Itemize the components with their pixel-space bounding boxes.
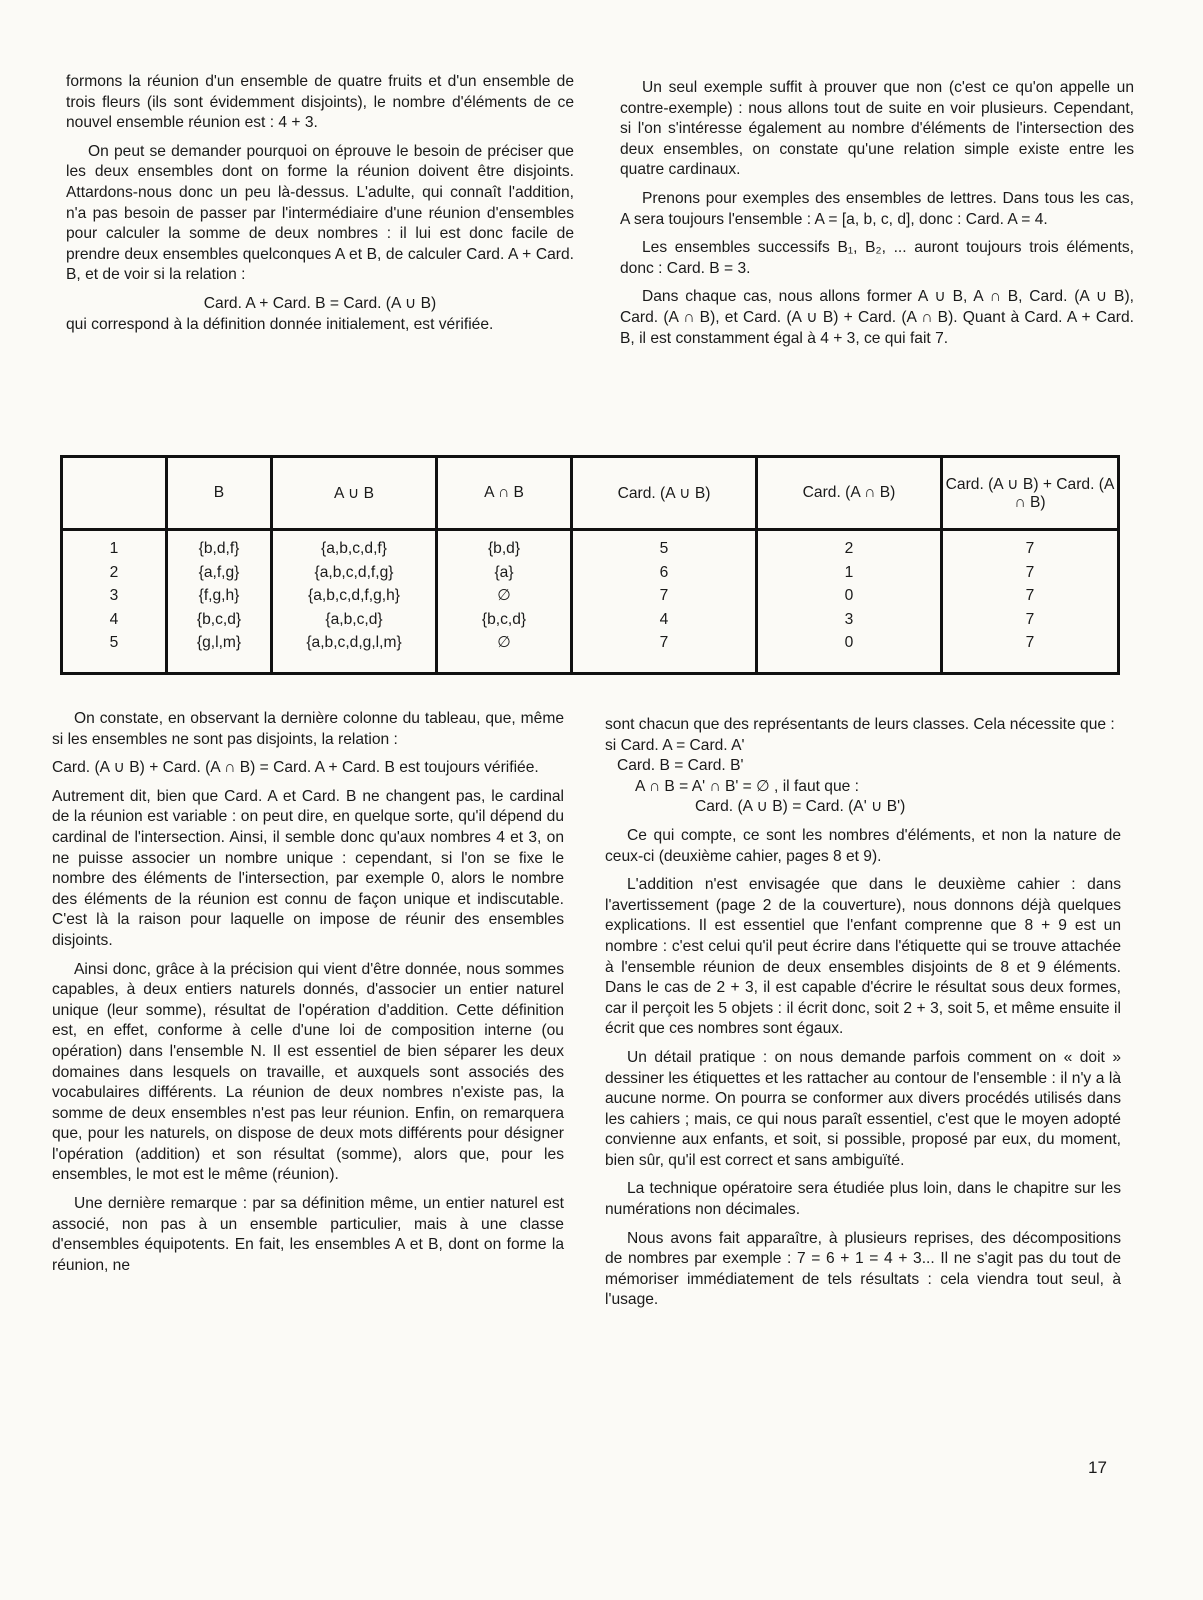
formula: si Card. A = Card. A' xyxy=(605,736,745,754)
page-number: 17 xyxy=(1088,1458,1107,1477)
paragraph: Ce qui compte, ce sont les nombres d'éléments, et non la nature de ceux-ci (deuxième cahier, pages 8 et 9). xyxy=(605,826,1121,865)
column-intersection: {b,d} {a} ∅ {b,c,d} ∅ xyxy=(437,530,572,674)
paragraph: Ainsi donc, grâce à la précision qui vient d'être donnée, nous sommes capables, à deux entiers naturels donnés, d'associer un entier naturel unique (leur somme), résultat de l'opération d'addition. Cette définition est, en effet, conforme à celle d'une loi de composition interne (ou opération) dans l'ensemble N. Il est essentiel de bien séparer les deux domaines dans lesquels on travaille, et auxquels sont associés des vocabulaires différents. La réunion de deux nombres n'existe pas, la somme de deux ensembles n'est pas leur réunion. Enfin, on remarquera que, pour les naturels, on dispose de deux mots différents pour désigner l'opération (addition) et son résultat (somme), alors que, pour les ensembles, le mot est le même (réunion). xyxy=(52,960,564,1184)
paragraph: Prenons pour exemples des ensembles de lettres. Dans tous les cas, A sera toujours l'ensemble : A = [a, b, c, d], donc : Card. A = 4. xyxy=(620,189,1134,228)
table-body-row xyxy=(62,530,1119,674)
paragraph: Dans chaque cas, nous allons former A ∪ B, A ∩ B, Card. (A ∪ B), Card. (A ∩ B), et Card. (A ∪ B) + Card. (A ∩ B). Quant à Card. A + Card. B, il est constamment égal à 4 + 3, ce qui fait 7. xyxy=(620,288,1134,347)
table-header-cell: A ∪ B xyxy=(272,457,437,530)
column-b: {b,d,f} {a,f,g} {f,g,h} {b,c,d} {g,l,m} xyxy=(167,530,272,674)
formula: A ∩ B = A' ∩ B' = ∅ , il faut que : xyxy=(635,777,859,795)
text-column-top-left xyxy=(66,72,574,343)
table-header-cell: A ∩ B xyxy=(437,457,572,530)
paragraph: qui correspond à la définition donnée initialement, est vérifiée. xyxy=(66,315,494,333)
formula: Card. B = Card. B' xyxy=(617,757,744,775)
paragraph: Une dernière remarque : par sa définition même, un entier naturel est associé, non pas à un ensemble particulier, mais à une classe d'ensembles équipotents. En fait, les ensembles A et B, dont on forme la réunion, ne xyxy=(52,1195,564,1274)
paragraph: La technique opératoire sera étudiée plus loin, dans le chapitre sur les numérations non décimales. xyxy=(605,1180,1121,1219)
text-column-bottom-right xyxy=(605,715,1121,1319)
column-card-union: 5 6 7 4 7 xyxy=(572,530,757,674)
paragraph: Les ensembles successifs B₁, B₂, ... auront toujours trois éléments, donc : Card. B = 3. xyxy=(620,239,1134,277)
formula: Card. A + Card. B = Card. (A ∪ B) xyxy=(203,294,437,312)
table-header-cell: Card. (A ∩ B) xyxy=(757,457,942,530)
paragraph: On peut se demander pourquoi on éprouve le besoin de préciser que les deux ensembles dont on forme la réunion doivent être disjoints. Attardons-nous donc un peu là-dessus. L'adulte, qui connaît l'addition, n'a pas besoin de passer par l'intermédiaire d'une réunion d'ensembles pour calculer la somme de deux nombres : il lui est donc facile de prendre deux ensembles quelconques A et B, de calculer Card. A + Card. B, et de voir si la relation : xyxy=(66,142,574,284)
column-index: 1 2 3 4 5 xyxy=(109,540,119,651)
text-column-bottom-left xyxy=(52,709,564,1284)
paragraph: L'addition n'est envisagée que dans le deuxième cahier : dans l'avertissement (page 2 de la couverture), nous donnons déjà quelques explications. Il est essentiel que l'enfant comprenne que 8 + 9 est un nombre : c'est celui qu'il peut écrire dans l'étiquette qui se trouve attachée à l'ensemble réunion de deux ensembles disjoints de 8 et 9 éléments. Dans le cas de 2 + 3, il est capable d'écrire le résultat sous deux formes, car il perçoit les 5 objets : il écrit donc, soit 2 + 3, soit 5, et même ensuite il écrit que ces nombres sont égaux. xyxy=(605,876,1121,1038)
table-header-cell xyxy=(62,457,167,530)
cardinals-table xyxy=(60,455,1120,675)
formula: Card. (A ∪ B) = Card. (A' ∪ B') xyxy=(695,798,906,816)
table-header-row xyxy=(62,457,1119,530)
paragraph: On constate, en observant la dernière colonne du tableau, que, même si les ensembles ne sont pas disjoints, la relation : xyxy=(52,710,564,748)
table-header-cell: Card. (A ∪ B) xyxy=(572,457,757,530)
paragraph: Un détail pratique : on nous demande parfois comment on « doit » dessiner les étiquettes et les rattacher au contour de l'ensemble : il n'y a là aucune norme. On pourra se conformer aux divers procédés utilisés dans les cahiers ; mais, ce qui nous paraît essentiel, c'est que le moyen adopté convienne aux enfants, et soit, si possible, proposé par eux, du moment, bien sûr, qu'il est correct et sans ambiguïté. xyxy=(605,1048,1121,1169)
table-header-cell: Card. (A ∪ B) + Card. (A ∩ B) xyxy=(942,457,1119,530)
text-column-top-right xyxy=(620,78,1134,357)
column-sum: 7 7 7 7 7 xyxy=(942,530,1119,674)
paragraph: Nous avons fait apparaître, à plusieurs reprises, des décompositions de nombres par exemple : 7 = 6 + 1 = 4 + 3... Il ne s'agit pas du tout de mémoriser immédiatement de tels résultats : cela viendra tout seul, à l'usage. xyxy=(605,1229,1121,1309)
table-header-cell: B xyxy=(167,457,272,530)
paragraph: Card. (A ∪ B) + Card. (A ∩ B) = Card. A + Card. B est toujours vérifiée. xyxy=(52,759,539,777)
paragraph: formons la réunion d'un ensemble de quatre fruits et d'un ensemble de trois fleurs (ils sont évidemment disjoints), le nombre d'éléments de ce nouvel ensemble réunion est : 4 + 3. xyxy=(66,73,574,132)
paragraph: Autrement dit, bien que Card. A et Card. B ne changent pas, le cardinal de la réunion est variable : on peut dire, en quelque sorte, qu'il dépend du cardinal de l'intersection. Ainsi, il semble donc qu'aux nombres 4 et 3, on ne puisse associer un nombre unique : cependant, si l'on se fixe le nombre des éléments de l'intersection, par exemple 0, alors le nombre des éléments de la réunion est connu de façon unique et indiscutable. C'est là la raison pour laquelle on impose de réunir des ensembles disjoints. xyxy=(52,787,564,949)
paragraph: sont chacun que des représentants de leurs classes. Cela nécessite que : xyxy=(605,716,1115,733)
paragraph: Un seul exemple suffit à prouver que non (c'est ce qu'on appelle un contre-exemple) : nous allons tout de suite en voir plusieurs. Cependant, si l'on s'intéresse également au nombre d'éléments de l'intersection des deux ensembles, on constate qu'une relation simple existe entre les quatre cardinaux. xyxy=(620,79,1134,179)
column-union: {a,b,c,d,f} {a,b,c,d,f,g} {a,b,c,d,f,g,h} {a,b,c,d} {a,b,c,d,g,l,m} xyxy=(272,530,437,674)
column-card-intersection: 2 1 0 3 0 xyxy=(757,530,942,674)
